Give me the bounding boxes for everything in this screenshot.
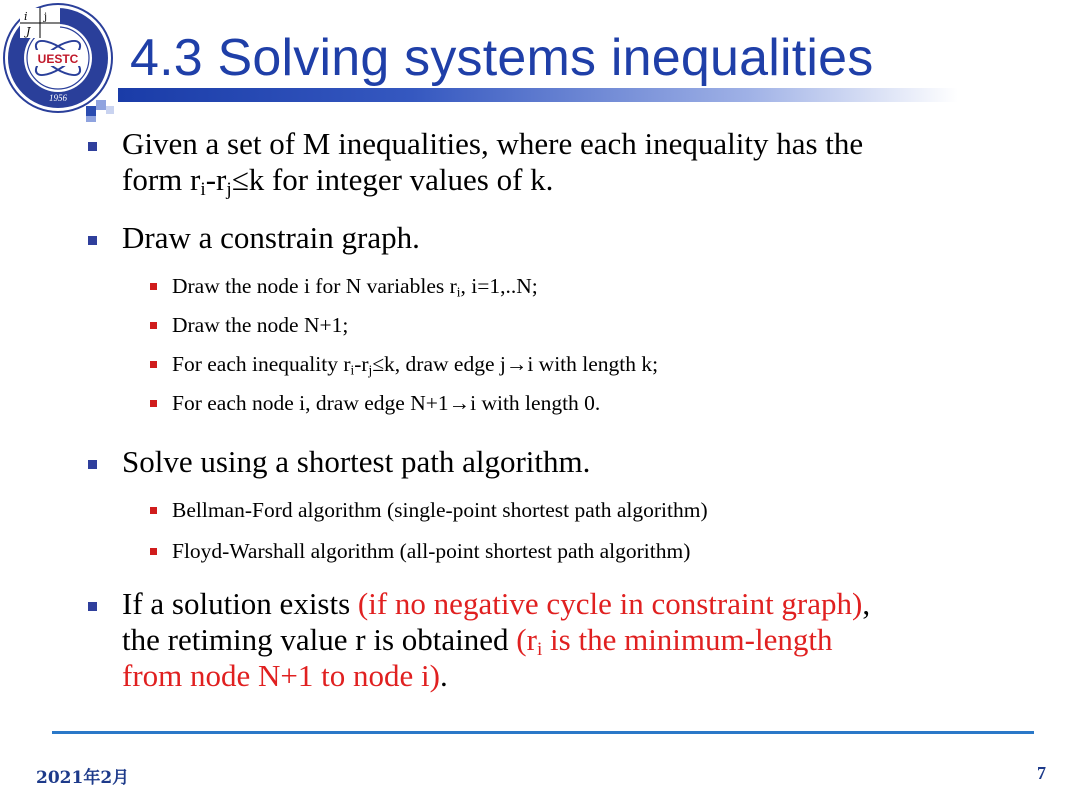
svg-text:J: J xyxy=(26,25,31,38)
sub-bullet-item: Draw the node i for N variables $r_i$, i=1,..N; xyxy=(172,274,538,300)
footer-date: 2021年2月 xyxy=(36,768,130,788)
svg-text:1956: 1956 xyxy=(49,93,67,103)
svg-text:j: j xyxy=(44,12,48,23)
sub-bullet-marker xyxy=(150,361,157,368)
bullet-marker xyxy=(88,236,97,245)
slide-title: 4.3 Solving systems inequalities xyxy=(130,29,874,87)
bullet-item: Draw a constrain graph. xyxy=(122,220,420,255)
bullet-item: Solve using a shortest path algorithm. xyxy=(122,444,591,479)
bullet-marker xyxy=(88,460,97,469)
sub-bullet-marker xyxy=(150,283,157,290)
decor-square xyxy=(86,116,96,122)
sub-bullet-marker xyxy=(150,507,157,514)
svg-text:i: i xyxy=(24,10,28,23)
footer-divider xyxy=(52,731,1034,734)
sub-bullet-item: Floyd-Warshall algorithm (all-point shortest path algorithm) xyxy=(172,539,691,563)
decor-square xyxy=(86,106,96,116)
sub-bullet-item: For each inequality $r_i-r_j\le k$, draw edge j→i with length k; xyxy=(172,352,659,378)
bullet-item: If a solution exists (if no negative cycle in constraint graph), the retiming value r is obtained ($r_i$ is the minimum-length from node N+1 to node i). xyxy=(122,586,871,693)
bullet-item: Given a set of M inequalities, where each inequality has the form $r_i-r_j\le k$ for integer values of k. xyxy=(122,126,864,200)
sub-bullet-item: Draw the node N+1; xyxy=(172,313,349,337)
sub-bullet-marker xyxy=(150,322,157,329)
decor-square xyxy=(106,106,114,114)
uestc-logo-icon xyxy=(2,2,114,114)
sub-bullet-item: For each node i, draw edge N+1→i with length 0. xyxy=(172,391,601,415)
page-number: 7 xyxy=(1037,763,1046,783)
sub-bullet-item: Bellman-Ford algorithm (single-point shortest path algorithm) xyxy=(172,498,708,522)
svg-text:UESTC: UESTC xyxy=(37,52,79,66)
title-underline xyxy=(118,88,958,102)
bullet-marker xyxy=(88,142,97,151)
decor-square xyxy=(96,100,106,110)
sub-bullet-marker xyxy=(150,400,157,407)
sub-bullet-marker xyxy=(150,548,157,555)
bullet-marker xyxy=(88,602,97,611)
